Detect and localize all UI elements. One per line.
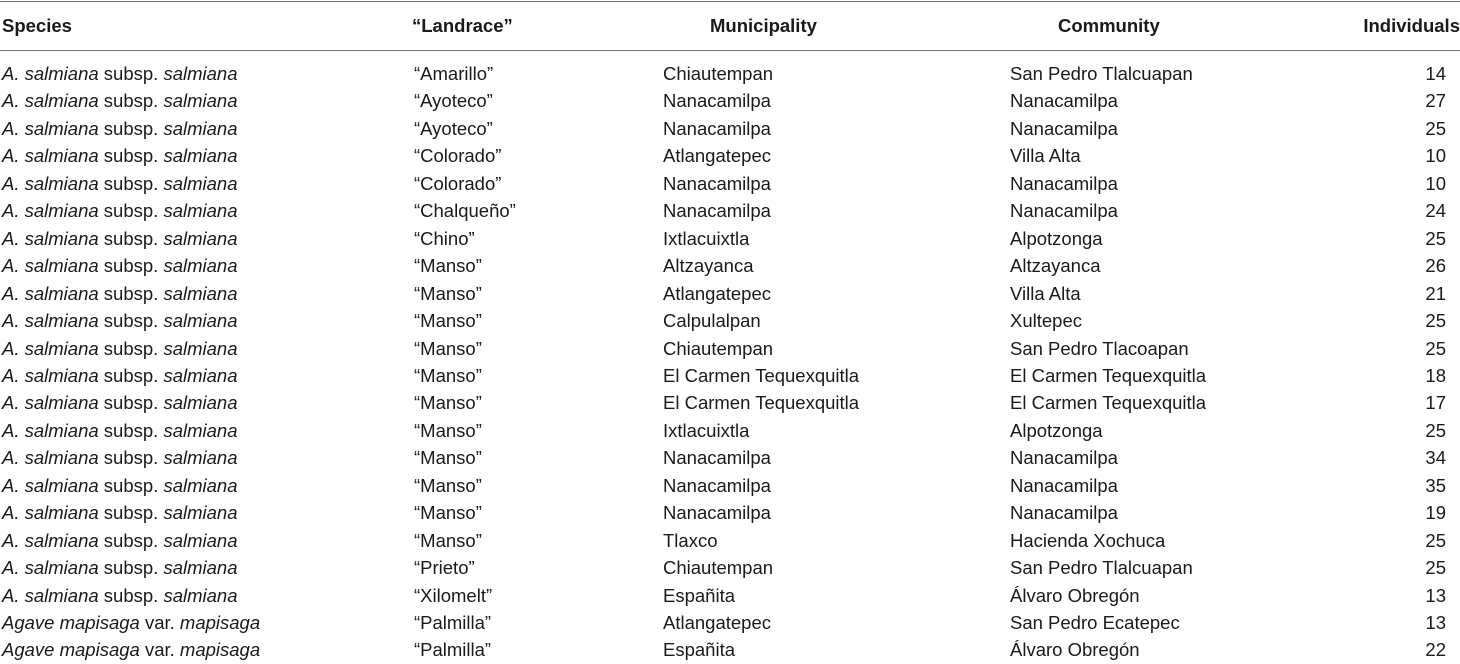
cell-individuals: 24 xyxy=(1425,200,1446,222)
cell-species xyxy=(2,172,238,196)
cell-community: Álvaro Obregón xyxy=(1010,584,1140,606)
cell-community: Xultepec xyxy=(1010,310,1082,332)
cell-municipality: Atlangatepec xyxy=(663,145,772,167)
table-row xyxy=(0,254,1460,278)
header-species: Species xyxy=(2,15,72,36)
cell-municipality: El Carmen Tequexquitla xyxy=(663,364,860,386)
cell-individuals: 25 xyxy=(1425,337,1446,359)
cell-species xyxy=(2,529,238,553)
cell-community: Villa Alta xyxy=(1010,282,1081,304)
cell-species xyxy=(2,638,260,662)
cell-community: Nanacamilpa xyxy=(1010,447,1118,469)
table-row xyxy=(0,556,1460,580)
cell-individuals: 35 xyxy=(1425,474,1446,496)
species-genus: A. salmiana xyxy=(2,227,99,249)
species-epithet: salmiana xyxy=(163,200,238,222)
cell-species xyxy=(2,556,238,580)
species-rank: var. xyxy=(144,639,175,661)
cell-landrace: “Manso” xyxy=(414,502,482,524)
cell-municipality: Españita xyxy=(663,639,735,661)
species-genus: Agave mapisaga xyxy=(2,612,140,633)
cell-species xyxy=(2,419,238,443)
table-row xyxy=(0,611,1460,635)
table-row xyxy=(0,391,1460,415)
cell-landrace: “Prieto” xyxy=(414,557,475,579)
cell-municipality: Nanacamilpa xyxy=(663,447,771,469)
cell-individuals: 19 xyxy=(1425,502,1446,524)
species-rank: subsp. xyxy=(103,392,159,414)
cell-community: San Pedro Tlalcuapan xyxy=(1010,557,1193,579)
species-rank: subsp. xyxy=(103,419,159,441)
species-rank: subsp. xyxy=(103,337,159,359)
cell-community: Villa Alta xyxy=(1010,145,1081,167)
species-rank: subsp. xyxy=(103,557,159,579)
cell-individuals: 13 xyxy=(1425,612,1446,633)
species-genus: A. salmiana xyxy=(2,172,99,194)
species-genus: A. salmiana xyxy=(2,392,99,414)
species-genus: A. salmiana xyxy=(2,200,99,222)
cell-species xyxy=(2,474,238,498)
cell-individuals: 25 xyxy=(1425,529,1446,551)
species-epithet: salmiana xyxy=(163,447,238,469)
species-rank: subsp. xyxy=(103,200,159,222)
species-epithet: mapisaga xyxy=(179,639,261,661)
cell-species xyxy=(2,309,238,333)
species-genus: A. salmiana xyxy=(2,63,99,84)
species-epithet: salmiana xyxy=(163,145,238,167)
cell-landrace: “Ayoteco” xyxy=(414,90,493,112)
table-row xyxy=(0,584,1460,608)
cell-species xyxy=(2,584,238,608)
species-epithet: salmiana xyxy=(163,63,238,84)
cell-municipality: Chiautempan xyxy=(663,63,774,84)
cell-individuals: 27 xyxy=(1425,90,1446,112)
species-rank: subsp. xyxy=(103,474,159,496)
species-rank: subsp. xyxy=(103,364,159,386)
table-row xyxy=(0,474,1460,498)
cell-individuals: 34 xyxy=(1425,447,1446,469)
species-rank: subsp. xyxy=(103,255,159,277)
table-row xyxy=(0,117,1460,141)
cell-individuals: 22 xyxy=(1425,639,1446,661)
cell-community: Nanacamilpa xyxy=(1010,200,1118,222)
cell-landrace: “Chino” xyxy=(414,227,475,249)
species-rank: subsp. xyxy=(103,310,159,332)
cell-landrace: “Manso” xyxy=(414,310,482,332)
species-genus: A. salmiana xyxy=(2,419,99,441)
cell-species xyxy=(2,501,238,525)
species-genus: A. salmiana xyxy=(2,447,99,469)
cell-landrace: “Chalqueño” xyxy=(414,200,516,222)
cell-species xyxy=(2,254,238,278)
cell-community: San Pedro Ecatepec xyxy=(1010,612,1180,633)
species-epithet: salmiana xyxy=(163,364,238,386)
table-row xyxy=(0,144,1460,168)
cell-landrace: “Manso” xyxy=(414,364,482,386)
table-row xyxy=(0,62,1460,86)
cell-municipality: Ixtlacuixtla xyxy=(663,419,750,441)
species-epithet: salmiana xyxy=(163,337,238,359)
species-epithet: salmiana xyxy=(163,90,238,112)
species-epithet: salmiana xyxy=(163,419,238,441)
species-epithet: salmiana xyxy=(163,227,238,249)
cell-landrace: “Ayoteco” xyxy=(414,117,493,139)
cell-community: Nanacamilpa xyxy=(1010,172,1118,194)
cell-community: Alpotzonga xyxy=(1010,419,1103,441)
cell-landrace: “Manso” xyxy=(414,447,482,469)
species-genus: A. salmiana xyxy=(2,145,99,167)
cell-landrace: “Manso” xyxy=(414,255,482,277)
table-row xyxy=(0,364,1460,388)
cell-community: Nanacamilpa xyxy=(1010,117,1118,139)
cell-landrace: “Manso” xyxy=(414,474,482,496)
cell-species xyxy=(2,337,238,361)
species-genus: Agave mapisaga xyxy=(2,639,140,661)
cell-municipality: Atlangatepec xyxy=(663,612,772,633)
cell-species xyxy=(2,144,238,168)
cell-individuals: 10 xyxy=(1425,145,1446,167)
header-individuals: Individuals xyxy=(1363,15,1460,36)
cell-municipality: Tlaxco xyxy=(663,529,718,551)
species-rank: var. xyxy=(144,612,175,633)
cell-community: Nanacamilpa xyxy=(1010,90,1118,112)
species-epithet: mapisaga xyxy=(179,612,261,633)
cell-landrace: “Manso” xyxy=(414,419,482,441)
species-genus: A. salmiana xyxy=(2,117,99,139)
cell-species xyxy=(2,282,238,306)
header-municipality: Municipality xyxy=(710,15,817,36)
cell-municipality: Nanacamilpa xyxy=(663,90,771,112)
cell-individuals: 25 xyxy=(1425,117,1446,139)
species-genus: A. salmiana xyxy=(2,282,99,304)
table-row xyxy=(0,529,1460,553)
cell-landrace: “Palmilla” xyxy=(414,639,492,661)
cell-community: Altzayanca xyxy=(1010,255,1101,277)
cell-landrace: “Manso” xyxy=(414,392,482,414)
cell-municipality: Chiautempan xyxy=(663,557,774,579)
species-genus: A. salmiana xyxy=(2,364,99,386)
cell-individuals: 18 xyxy=(1425,364,1446,386)
species-rank: subsp. xyxy=(103,529,159,551)
cell-species xyxy=(2,62,238,86)
species-genus: A. salmiana xyxy=(2,474,99,496)
species-epithet: salmiana xyxy=(163,282,238,304)
species-epithet: salmiana xyxy=(163,255,238,277)
cell-community: Álvaro Obregón xyxy=(1010,639,1140,661)
cell-species xyxy=(2,391,238,415)
cell-individuals: 25 xyxy=(1425,227,1446,249)
species-genus: A. salmiana xyxy=(2,310,99,332)
species-epithet: salmiana xyxy=(163,502,238,524)
table-row xyxy=(0,227,1460,251)
cell-species xyxy=(2,611,260,635)
cell-species xyxy=(2,364,238,388)
header-landrace: “Landrace” xyxy=(412,15,513,36)
species-genus: A. salmiana xyxy=(2,502,99,524)
cell-community: Nanacamilpa xyxy=(1010,502,1118,524)
species-rank: subsp. xyxy=(103,90,159,112)
cell-individuals: 25 xyxy=(1425,419,1446,441)
species-genus: A. salmiana xyxy=(2,255,99,277)
table-row xyxy=(0,282,1460,306)
cell-individuals: 25 xyxy=(1425,557,1446,579)
species-epithet: salmiana xyxy=(163,392,238,414)
cell-species xyxy=(2,89,238,113)
table-header xyxy=(0,14,1460,42)
species-rank: subsp. xyxy=(103,447,159,469)
species-genus: A. salmiana xyxy=(2,584,99,606)
table-row xyxy=(0,89,1460,113)
species-epithet: salmiana xyxy=(163,529,238,551)
cell-municipality: Altzayanca xyxy=(663,255,754,277)
cell-municipality: El Carmen Tequexquitla xyxy=(663,392,860,414)
cell-landrace: “Xilomelt” xyxy=(414,584,493,606)
species-rank: subsp. xyxy=(103,63,159,84)
cell-landrace: “Manso” xyxy=(414,282,482,304)
cell-individuals: 14 xyxy=(1425,63,1446,84)
cell-community: Nanacamilpa xyxy=(1010,474,1118,496)
cell-species xyxy=(2,199,238,223)
table-row xyxy=(0,501,1460,525)
species-genus: A. salmiana xyxy=(2,557,99,579)
cell-landrace: “Manso” xyxy=(414,529,482,551)
cell-municipality: Nanacamilpa xyxy=(663,172,771,194)
cell-municipality: Españita xyxy=(663,584,735,606)
cell-community: Alpotzonga xyxy=(1010,227,1103,249)
cell-individuals: 17 xyxy=(1425,392,1446,414)
header-rule xyxy=(0,50,1460,51)
cell-individuals: 26 xyxy=(1425,255,1446,277)
cell-individuals: 10 xyxy=(1425,172,1446,194)
table-top-rule xyxy=(0,1,1460,2)
species-rank: subsp. xyxy=(103,282,159,304)
cell-species xyxy=(2,227,238,251)
cell-landrace: “Amarillo” xyxy=(414,63,494,84)
species-rank: subsp. xyxy=(103,117,159,139)
cell-landrace: “Colorado” xyxy=(414,145,502,167)
table-row xyxy=(0,446,1460,470)
table-row xyxy=(0,309,1460,333)
cell-community: Hacienda Xochuca xyxy=(1010,529,1166,551)
cell-municipality: Calpulalpan xyxy=(663,310,761,332)
cell-municipality: Atlangatepec xyxy=(663,282,772,304)
cell-landrace: “Manso” xyxy=(414,337,482,359)
species-rank: subsp. xyxy=(103,584,159,606)
species-rank: subsp. xyxy=(103,145,159,167)
species-epithet: salmiana xyxy=(163,172,238,194)
cell-landrace: “Palmilla” xyxy=(414,612,492,633)
cell-municipality: Nanacamilpa xyxy=(663,474,771,496)
header-community: Community xyxy=(1058,15,1160,36)
species-epithet: salmiana xyxy=(163,310,238,332)
species-epithet: salmiana xyxy=(163,117,238,139)
species-rank: subsp. xyxy=(103,172,159,194)
cell-community: El Carmen Tequexquitla xyxy=(1010,392,1207,414)
table-row xyxy=(0,199,1460,223)
cell-municipality: Nanacamilpa xyxy=(663,502,771,524)
cell-community: El Carmen Tequexquitla xyxy=(1010,364,1207,386)
cell-individuals: 21 xyxy=(1425,282,1446,304)
species-epithet: salmiana xyxy=(163,584,238,606)
cell-municipality: Nanacamilpa xyxy=(663,117,771,139)
cell-municipality: Chiautempan xyxy=(663,337,774,359)
species-rank: subsp. xyxy=(103,227,159,249)
species-genus: A. salmiana xyxy=(2,337,99,359)
species-rank: subsp. xyxy=(103,502,159,524)
table-row xyxy=(0,172,1460,196)
cell-species xyxy=(2,446,238,470)
table-row xyxy=(0,638,1460,662)
cell-individuals: 25 xyxy=(1425,310,1446,332)
cell-community: San Pedro Tlalcuapan xyxy=(1010,63,1193,84)
cell-landrace: “Colorado” xyxy=(414,172,502,194)
table-row xyxy=(0,337,1460,361)
cell-municipality: Nanacamilpa xyxy=(663,200,771,222)
species-epithet: salmiana xyxy=(163,474,238,496)
cell-municipality: Ixtlacuixtla xyxy=(663,227,750,249)
species-genus: A. salmiana xyxy=(2,529,99,551)
cell-individuals: 13 xyxy=(1425,584,1446,606)
species-genus: A. salmiana xyxy=(2,90,99,112)
cell-species xyxy=(2,117,238,141)
species-epithet: salmiana xyxy=(163,557,238,579)
cell-community: San Pedro Tlacoapan xyxy=(1010,337,1189,359)
table-row xyxy=(0,419,1460,443)
